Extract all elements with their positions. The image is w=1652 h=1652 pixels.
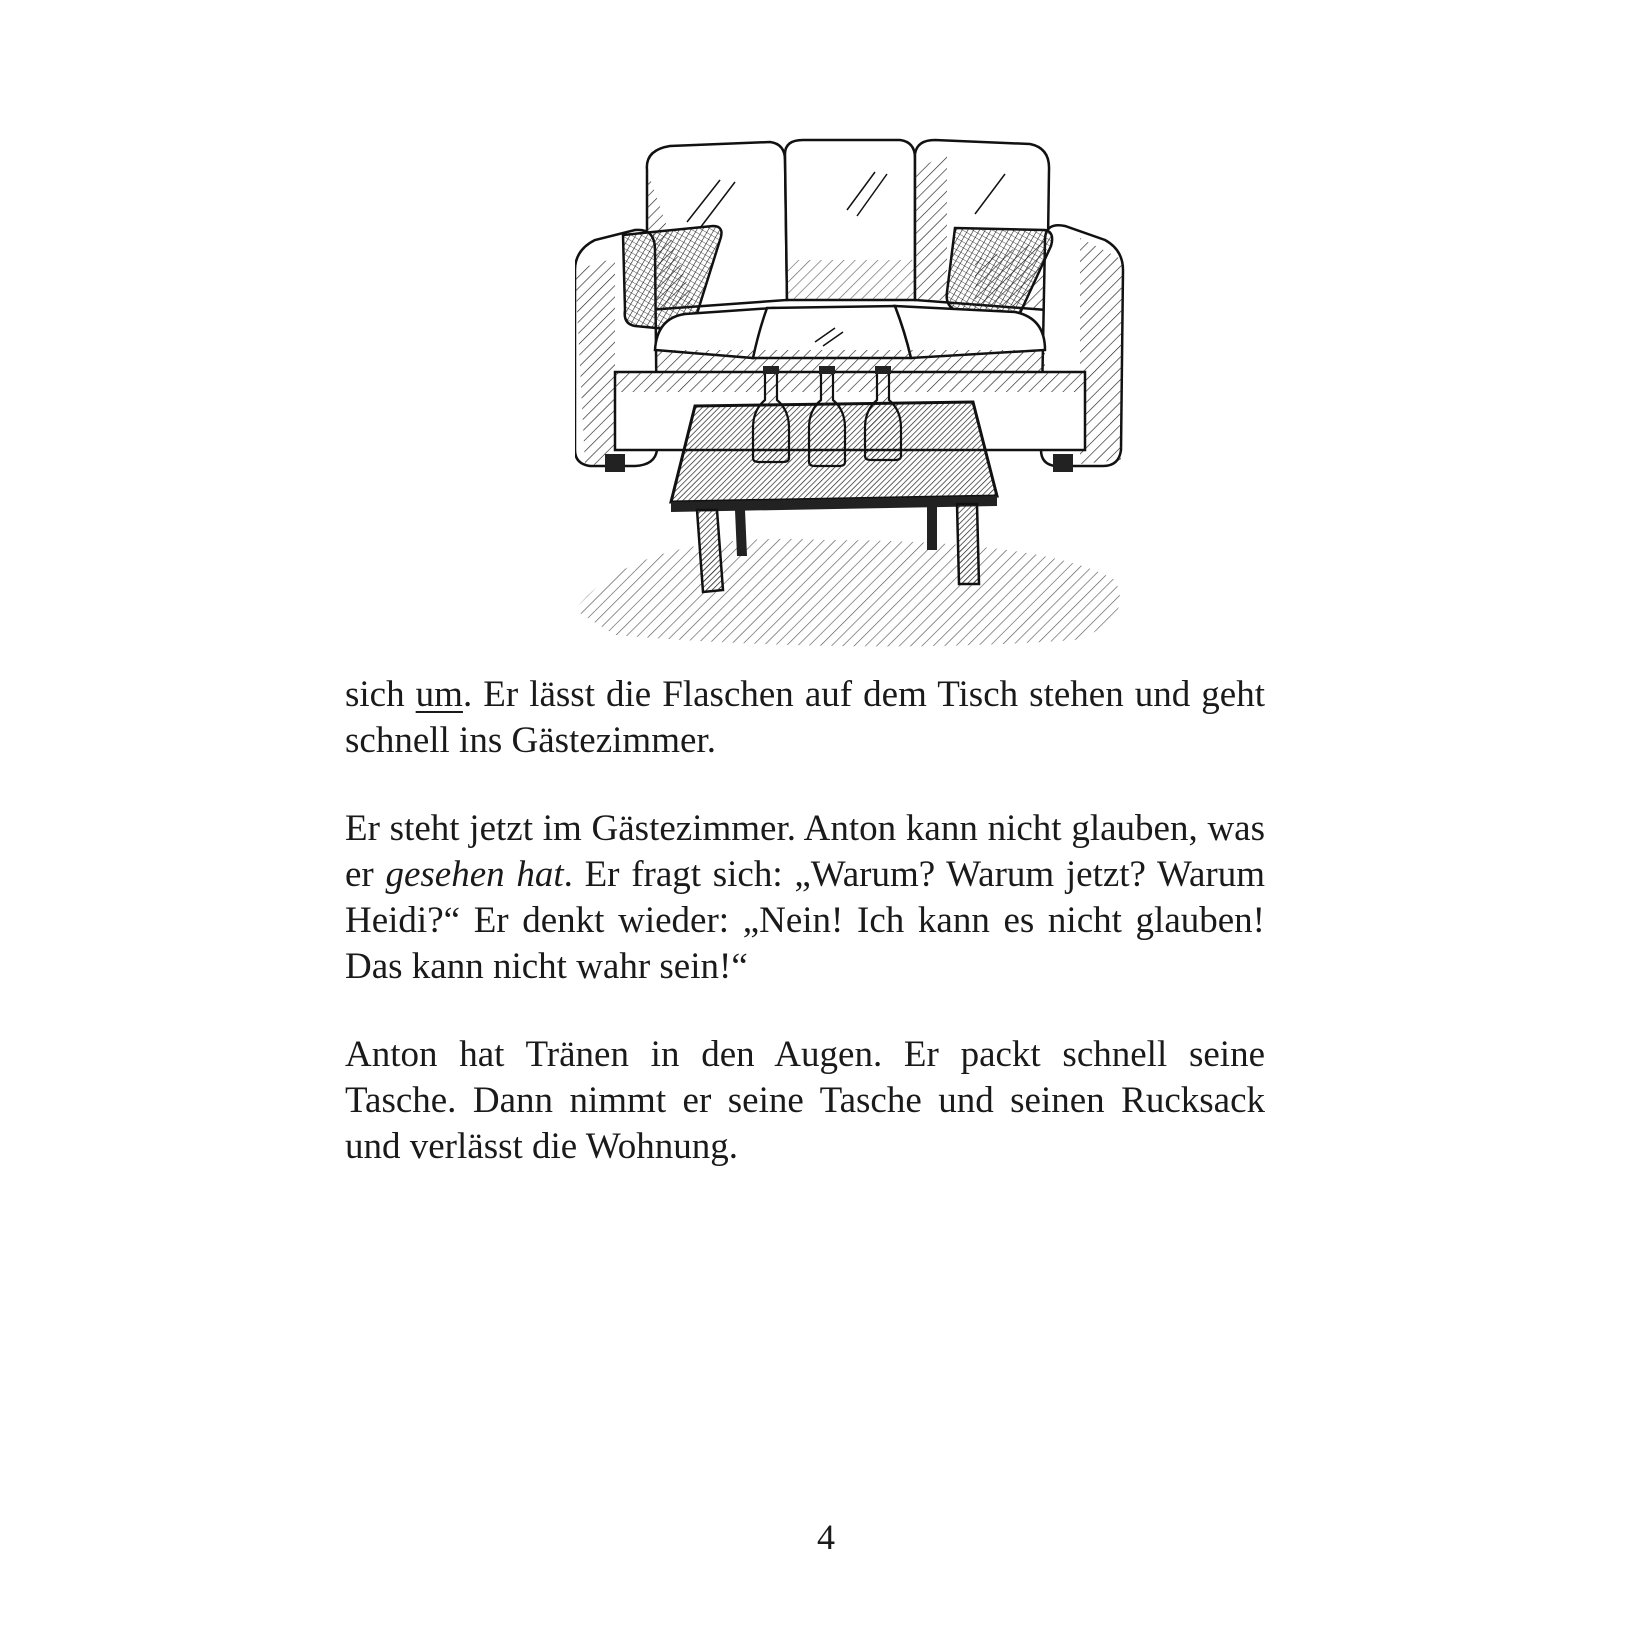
table-leg-right-front [957, 504, 979, 584]
paragraph-1 [345, 672, 1265, 764]
paragraph-1-end: . Er lässt die Flaschen auf dem Tisch stehen und geht schnell ins Gästezimmer. [345, 674, 1265, 761]
underlined-word: um [415, 674, 463, 715]
sofa-illustration [575, 110, 1135, 650]
floor-shadow [575, 539, 1120, 647]
paragraph-2-start: Er steht jetzt im Gästezimmer. Anton kann nicht glauben, was er [345, 808, 1265, 895]
page-number: 4 [817, 1517, 835, 1557]
table-leg-left-front [697, 510, 723, 592]
paragraph-2-end: . Er fragt sich: „Warum? Warum jetzt? Warum Heidi?“ Er denkt wieder: „Nein! Ich kann es nicht glauben! Das kann nicht wahr sein!“ [345, 854, 1265, 987]
paragraph-3: Anton hat Tränen in den Augen. Er packt schnell seine Tasche. Dann nimmt er seine Tasche und seinen Rucksack und verlässt die Wohnung. [345, 1034, 1265, 1167]
paragraph-2 [345, 806, 1265, 990]
italic-phrase: gesehen hat [385, 854, 564, 895]
story-text [345, 672, 1265, 1212]
paragraph-1-start: sich [345, 674, 416, 715]
